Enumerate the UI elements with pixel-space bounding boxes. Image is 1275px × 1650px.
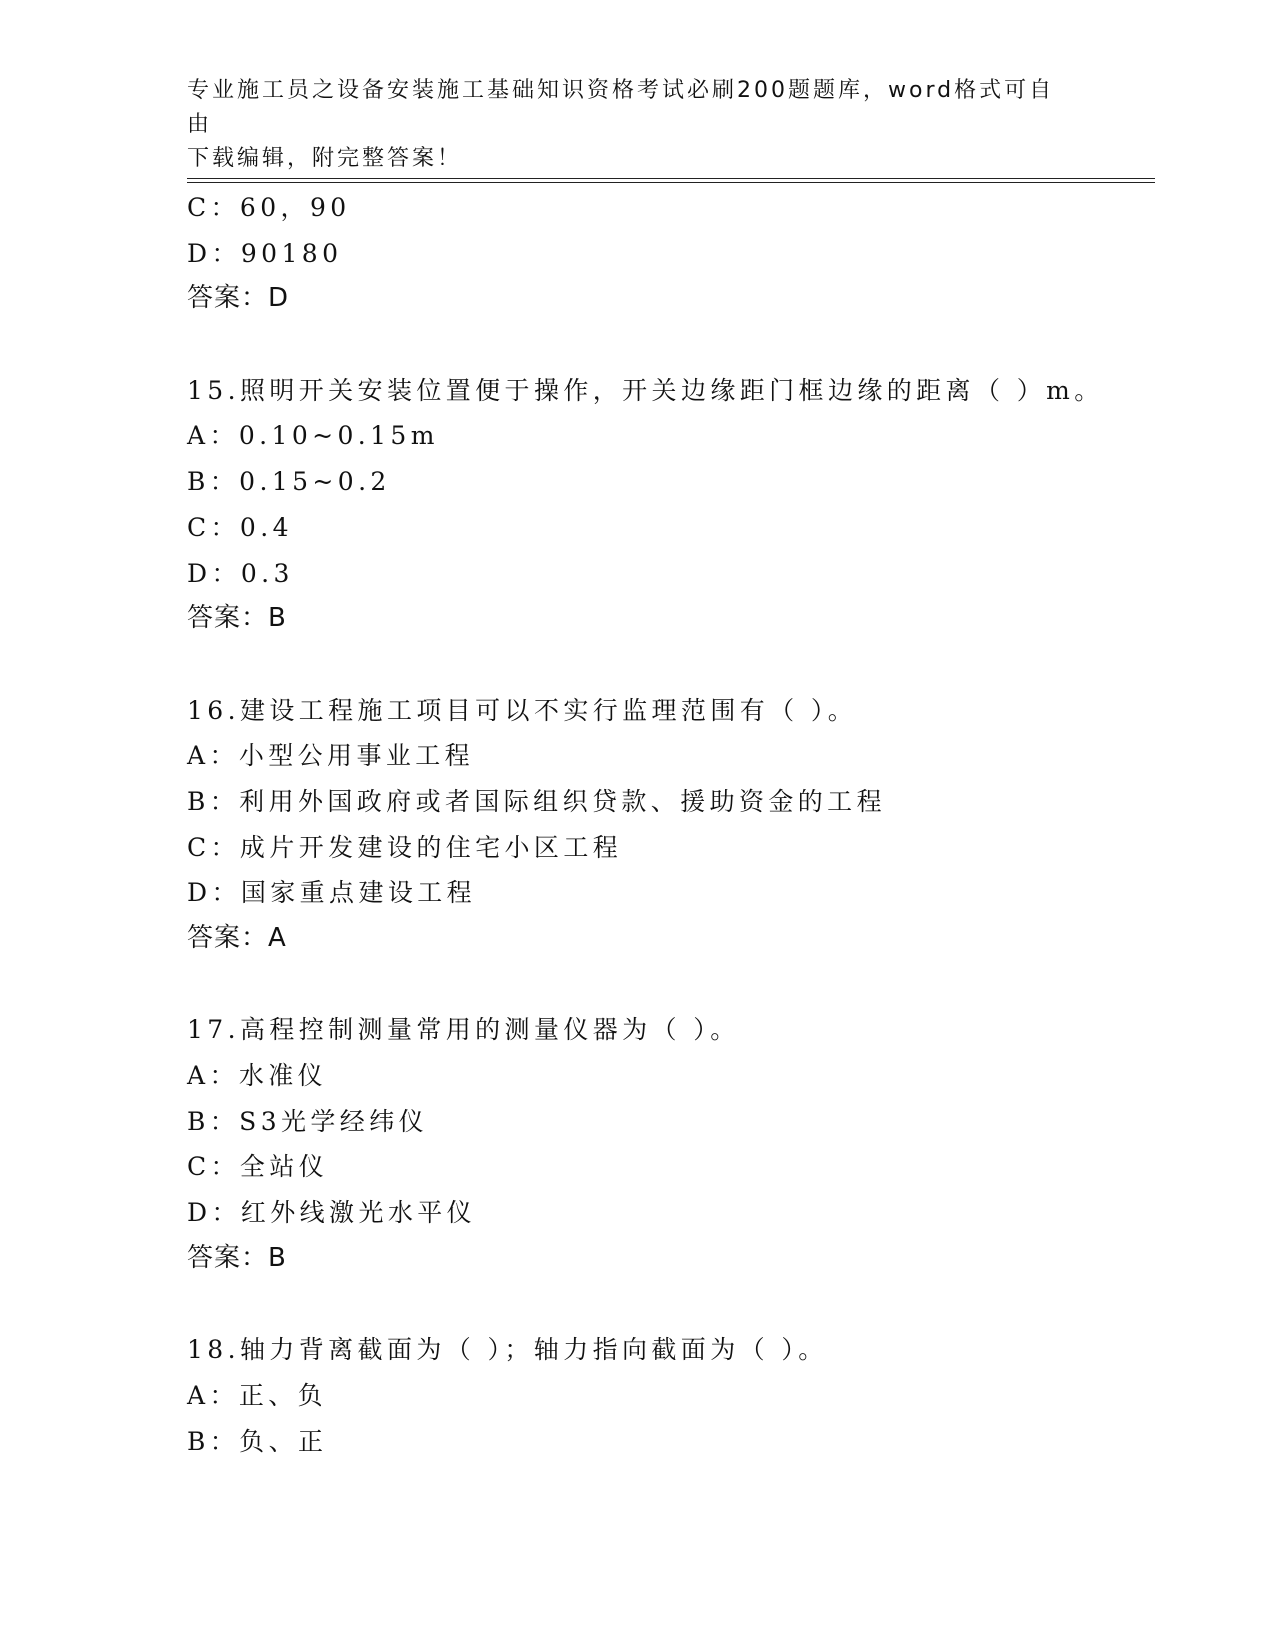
header-divider-bottom bbox=[187, 182, 1155, 183]
header-line-2: 下载编辑，附完整答案！ bbox=[187, 146, 463, 171]
option-c: C：成片开发建设的住宅小区工程 bbox=[187, 832, 623, 862]
option-d: D：90180 bbox=[187, 238, 343, 268]
option-d: D：红外线激光水平仪 bbox=[187, 1198, 477, 1228]
partial-question bbox=[187, 185, 1147, 322]
answer-line: 答案：A bbox=[187, 923, 287, 953]
spacer bbox=[187, 1282, 1147, 1328]
option-c: C：0.4 bbox=[187, 512, 293, 542]
answer-line: 答案：B bbox=[187, 603, 287, 634]
option-a: A：水准仪 bbox=[187, 1061, 328, 1091]
question-stem: 18.轴力背离截面为（ ）；轴力指向截面为（ ）。 bbox=[187, 1335, 828, 1365]
header-line-1: 专业施工员之设备安装施工基础知识资格考试必刷200题题库，word格式可自由 bbox=[187, 78, 1055, 137]
answer-line: 答案：D bbox=[187, 283, 290, 314]
document-header bbox=[187, 74, 1067, 176]
option-b: B：0.15~0.2 bbox=[187, 467, 391, 497]
question-15 bbox=[187, 368, 1147, 642]
option-b: B：S3光学经纬仪 bbox=[187, 1106, 429, 1136]
spacer bbox=[187, 322, 1147, 368]
option-d: D：国家重点建设工程 bbox=[187, 878, 477, 908]
answer-line: 答案：B bbox=[187, 1242, 287, 1273]
option-b: B：利用外国政府或者国际组织贷款、援助资金的工程 bbox=[187, 786, 886, 816]
option-b: B：负、正 bbox=[187, 1426, 328, 1456]
question-18 bbox=[187, 1327, 1147, 1464]
question-stem: 15.照明开关安装位置便于操作，开关边缘距门框边缘的距离（ ）m。 bbox=[187, 375, 1104, 405]
question-16 bbox=[187, 688, 1147, 962]
question-list bbox=[187, 185, 1147, 1464]
spacer bbox=[187, 962, 1147, 1008]
option-d: D：0.3 bbox=[187, 558, 294, 588]
header-divider-top bbox=[187, 178, 1155, 179]
question-17 bbox=[187, 1007, 1147, 1281]
option-a: A：正、负 bbox=[187, 1380, 328, 1410]
question-stem: 17.高程控制测量常用的测量仪器为（ ）。 bbox=[187, 1015, 740, 1045]
option-a: A：0.10~0.15m bbox=[187, 421, 439, 451]
option-a: A：小型公用事业工程 bbox=[187, 741, 475, 771]
option-c: C：全站仪 bbox=[187, 1152, 329, 1182]
option-c: C：60，90 bbox=[187, 193, 351, 222]
spacer bbox=[187, 642, 1147, 688]
question-stem: 16.建设工程施工项目可以不实行监理范围有（ ）。 bbox=[187, 695, 858, 725]
